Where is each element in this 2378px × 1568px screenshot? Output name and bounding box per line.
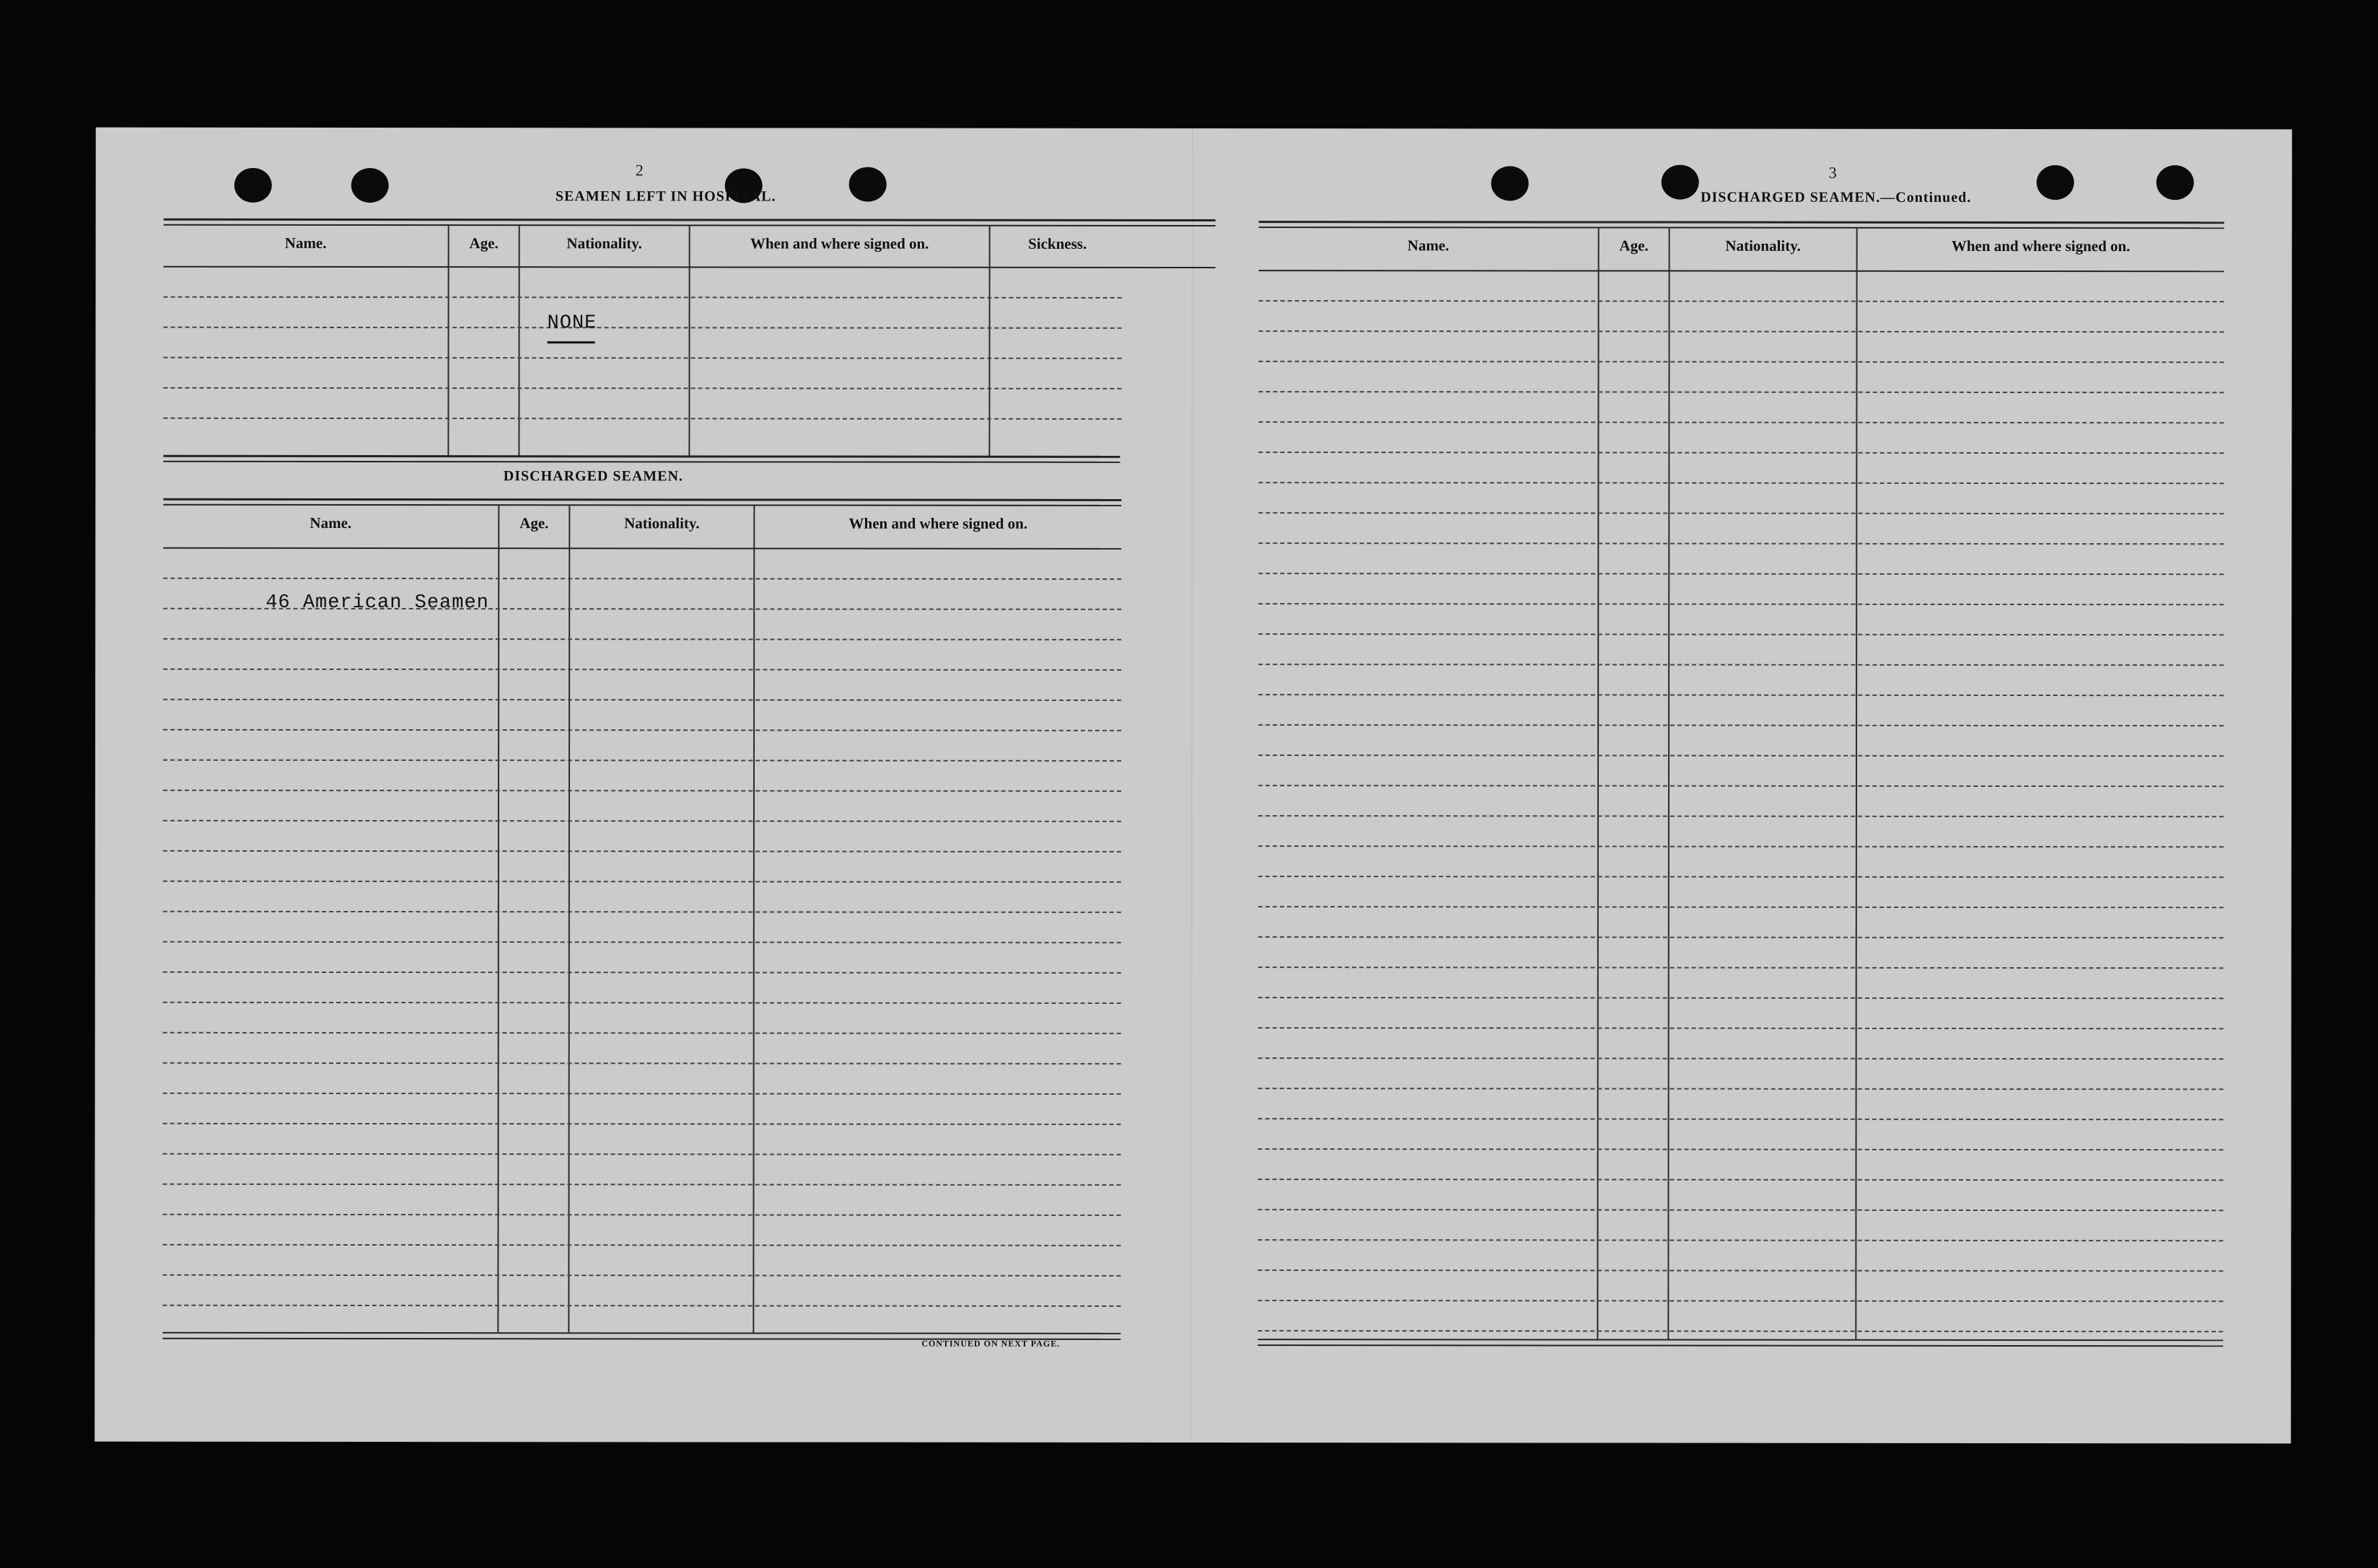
ruled-line (163, 972, 1121, 974)
ruled-line (1258, 633, 2224, 635)
punch-hole (2157, 165, 2194, 200)
ruled-line (163, 729, 1121, 731)
ruled-line (1258, 1239, 2223, 1241)
ruled-line (1258, 1179, 2224, 1181)
ruled-line (1258, 512, 2224, 514)
ruled-line (1258, 1118, 2224, 1120)
discharged-table (162, 498, 1121, 1336)
column-sickness: Sickness. (1028, 234, 1087, 252)
ruled-line (163, 1093, 1121, 1095)
ruled-line (1258, 603, 2224, 605)
column-age: Age. (1619, 237, 1649, 255)
ruled-line (1258, 421, 2224, 423)
column-name: Name. (310, 514, 352, 532)
hospital-entry: NONE (547, 312, 597, 335)
ruled-line (1258, 452, 2224, 454)
ruled-line (1258, 1269, 2223, 1272)
ruled-line (163, 820, 1121, 822)
page-number: 2 (635, 161, 644, 180)
ruled-line (162, 1244, 1120, 1246)
column-signed-on: When and where signed on. (1951, 237, 2131, 255)
column-age: Age. (519, 514, 549, 532)
ruled-line (1258, 845, 2224, 847)
ruled-line (163, 1123, 1121, 1125)
ruled-line (1258, 997, 2224, 999)
ruled-line (163, 699, 1121, 701)
ruled-line (1258, 542, 2224, 545)
right-page (1191, 128, 2292, 1443)
discharged-table-header (163, 514, 1121, 544)
hospital-section-title: SEAMEN LEFT IN HOSPITAL. (555, 188, 776, 205)
ruled-line (163, 1062, 1121, 1065)
punch-hole (849, 167, 887, 202)
ruled-line (162, 1214, 1120, 1216)
column-signed-on: When and where signed on. (848, 514, 1028, 532)
discharged-continued-title: DISCHARGED SEAMEN.—Continued. (1701, 189, 1972, 206)
ruled-line (162, 1305, 1120, 1307)
ruled-line (1258, 906, 2224, 908)
ruled-line (1259, 300, 2224, 302)
ruled-line (1259, 330, 2224, 332)
ruled-line (1258, 815, 2224, 817)
column-nationality: Nationality. (566, 234, 642, 252)
ruled-line (1258, 936, 2224, 938)
ruled-line (163, 850, 1121, 853)
discharged-continued-header (1259, 237, 2224, 266)
ruled-line (163, 578, 1121, 580)
ruled-line (163, 1002, 1121, 1004)
left-page (95, 128, 1193, 1443)
column-name: Name. (1407, 237, 1449, 255)
ruled-line (1258, 664, 2224, 666)
discharged-entry: 46 American Seamen (266, 591, 489, 615)
ruled-line (1258, 694, 2224, 696)
ruled-line (1258, 1209, 2223, 1211)
ruled-line (1258, 876, 2224, 878)
punch-hole (351, 168, 389, 203)
ruled-line (1258, 391, 2224, 393)
ruled-line (1258, 724, 2224, 726)
column-nationality: Nationality. (1725, 237, 1801, 255)
document-sheet (95, 128, 2292, 1444)
discharged-section-title: DISCHARGED SEAMEN. (503, 468, 683, 485)
ruled-line (163, 941, 1121, 943)
continued-footer: CONTINUED ON NEXT PAGE. (921, 1338, 1061, 1349)
entry-underline (548, 341, 595, 343)
ruled-line (1259, 361, 2224, 363)
column-nationality: Nationality. (624, 514, 700, 532)
ruled-line (163, 759, 1121, 762)
column-name: Name. (284, 234, 327, 252)
ruled-line (163, 1153, 1121, 1155)
ruled-line (163, 1184, 1121, 1186)
ruled-line (1258, 785, 2224, 787)
ruled-line (163, 881, 1121, 883)
ruled-line (1258, 1300, 2223, 1302)
ruled-line (1258, 1088, 2224, 1090)
ruled-line (1258, 573, 2224, 575)
ruled-line (1258, 1027, 2224, 1029)
punch-hole (234, 168, 272, 203)
punch-hole (1491, 166, 1529, 201)
ruled-line (1258, 482, 2224, 484)
column-age: Age. (469, 234, 499, 252)
page-number: 3 (1828, 163, 1837, 182)
ruled-line (1258, 966, 2224, 969)
ruled-line (163, 1032, 1121, 1034)
ruled-line (162, 1274, 1120, 1277)
ruled-line (163, 669, 1121, 671)
ruled-line (163, 638, 1121, 640)
discharged-continued-table (1258, 221, 2224, 1347)
ruled-line (163, 911, 1121, 913)
ruled-line (1258, 1330, 2223, 1332)
ruled-line (163, 790, 1121, 792)
ruled-line (1258, 1057, 2224, 1060)
column-signed-on: When and where signed on. (750, 234, 929, 252)
ruled-line (1258, 754, 2224, 757)
ruled-line (1258, 1148, 2224, 1150)
